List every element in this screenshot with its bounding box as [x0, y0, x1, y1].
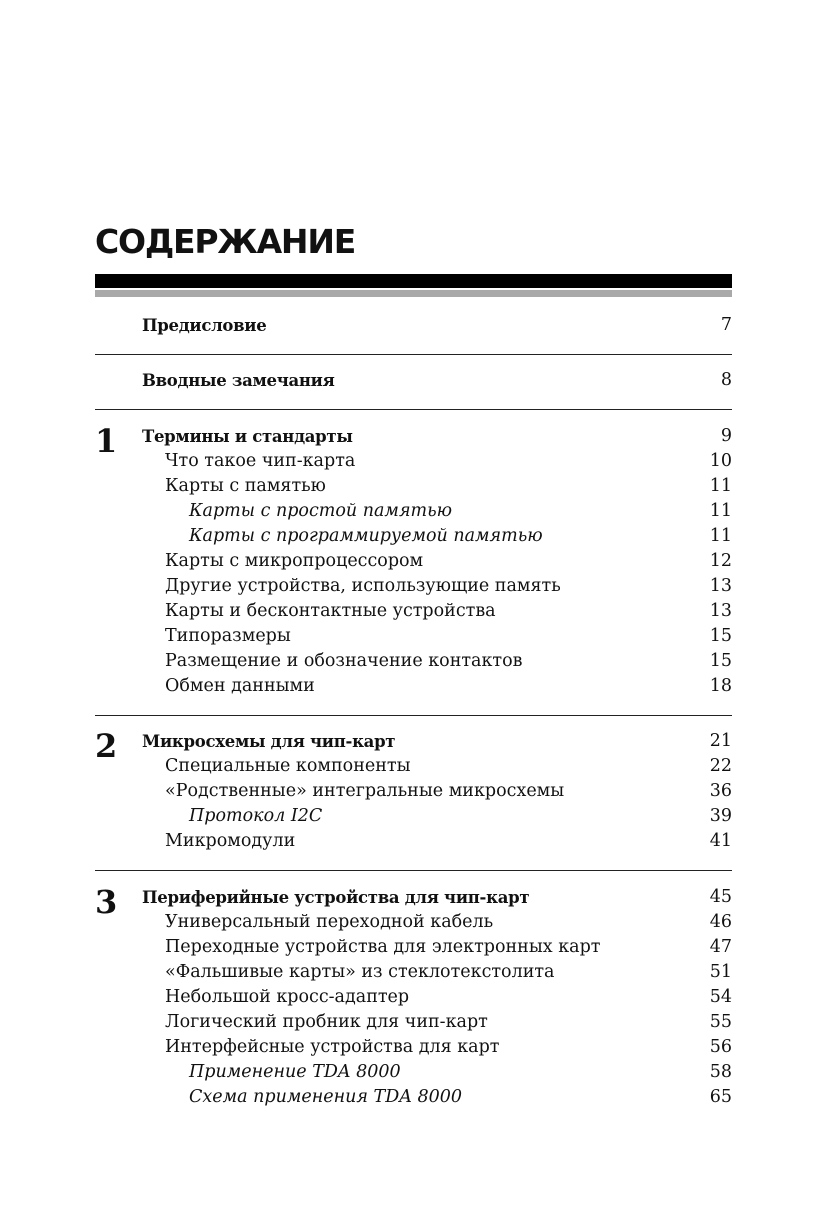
toc-entry-page: 11 [709, 526, 732, 546]
toc-entry-label: Протокол I2C [189, 806, 323, 826]
toc-entry-page: 9 [720, 426, 732, 446]
toc-entry-label: Интерфейсные устройства для карт [165, 1037, 500, 1057]
toc-entry-label: Карты с простой памятью [189, 501, 453, 521]
toc-entry[interactable] [95, 649, 732, 674]
toc-subentry[interactable] [95, 1085, 732, 1110]
chapter-number: 3 [95, 883, 118, 921]
toc-entry-page: 11 [709, 501, 732, 521]
toc-entry-label: Микромодули [165, 831, 296, 851]
toc-entry-page: 46 [709, 912, 732, 932]
toc-entry[interactable] [95, 574, 732, 599]
toc-entry[interactable] [95, 935, 732, 960]
section-divider [95, 870, 732, 871]
toc-entry-label: Карты с программируемой памятью [189, 526, 543, 546]
toc-chapter-title[interactable] [95, 424, 732, 449]
toc-subentry[interactable] [95, 1060, 732, 1085]
toc-entry-label: «Фальшивые карты» из стеклотекстолита [165, 962, 555, 982]
toc-entry-label: Термины и стандарты [142, 427, 353, 446]
toc-entry[interactable] [95, 549, 732, 574]
toc-entry[interactable] [95, 474, 732, 499]
toc-entry-label: Обмен данными [165, 676, 315, 696]
toc-entry-page: 55 [709, 1012, 732, 1032]
chapter-number: 1 [95, 422, 118, 460]
toc-entry-label: Микросхемы для чип-карт [142, 732, 396, 751]
toc-entry[interactable] [95, 674, 732, 699]
toc-entry-label: Применение TDA 8000 [189, 1062, 401, 1082]
toc-entry-label: Типоразмеры [165, 626, 291, 646]
toc-entry[interactable] [95, 779, 732, 804]
toc-entry-label: Другие устройства, использующие память [165, 576, 561, 596]
toc-entry-page: 45 [709, 887, 732, 907]
toc-entry-page: 15 [709, 651, 732, 671]
toc-entry-page: 51 [709, 962, 732, 982]
toc-entry-page: 8 [720, 370, 732, 390]
toc-entry-page: 13 [709, 601, 732, 621]
toc-entry-label: «Родственные» интегральные микросхемы [165, 781, 565, 801]
toc-entry-label: Предисловие [142, 316, 267, 335]
toc-page [95, 0, 732, 1211]
toc-entry-page: 41 [709, 831, 732, 851]
toc-entry-label: Специальные компоненты [165, 756, 411, 776]
toc-entry[interactable] [95, 1010, 732, 1035]
toc-entry[interactable] [95, 599, 732, 624]
toc-entry[interactable] [95, 960, 732, 985]
toc-entry-label: Карты и бесконтактные устройства [165, 601, 496, 621]
toc-entry-label: Периферийные устройства для чип-карт [142, 888, 530, 907]
toc-entry-label: Схема применения TDA 8000 [189, 1087, 463, 1107]
toc-entry-page: 11 [709, 476, 732, 496]
toc-entry[interactable] [95, 754, 732, 779]
toc-entry-page: 47 [709, 937, 732, 957]
toc-entry-label: Универсальный переходной кабель [165, 912, 494, 932]
toc-entry[interactable] [95, 829, 732, 854]
toc-chapter-title[interactable] [95, 885, 732, 910]
toc-entry-page: 56 [709, 1037, 732, 1057]
toc-entry-label: Карты с памятью [165, 476, 326, 496]
toc-entry-intro[interactable] [95, 368, 732, 393]
title-rule-gray [95, 290, 732, 297]
toc-entry-page: 58 [709, 1062, 732, 1082]
toc-entry-label: Размещение и обозначение контактов [165, 651, 523, 671]
toc-entry-page: 10 [709, 451, 732, 471]
toc-entry[interactable] [95, 1035, 732, 1060]
title-rule-black [95, 274, 732, 288]
toc-entry-page: 15 [709, 626, 732, 646]
toc-entry-page: 22 [709, 756, 732, 776]
page-title: СОДЕРЖАНИЕ [95, 222, 356, 261]
chapter-number: 2 [95, 727, 118, 765]
toc-entry-page: 7 [720, 315, 732, 335]
toc-entry-page: 65 [709, 1087, 732, 1107]
toc-entry-label: Логический пробник для чип-карт [165, 1012, 488, 1032]
toc-entry-preface[interactable] [95, 313, 732, 338]
toc-entry-label: Переходные устройства для электронных карт [165, 937, 601, 957]
toc-entry-page: 39 [709, 806, 732, 826]
toc-entry-label: Карты с микропроцессором [165, 551, 424, 571]
toc-chapter-title[interactable] [95, 729, 732, 754]
toc-entry[interactable] [95, 910, 732, 935]
section-divider [95, 715, 732, 716]
section-divider [95, 354, 732, 355]
toc-entry-label: Что такое чип-карта [165, 451, 356, 471]
toc-entry-page: 21 [709, 731, 732, 751]
toc-entry[interactable] [95, 624, 732, 649]
toc-entry-page: 54 [709, 987, 732, 1007]
section-divider [95, 409, 732, 410]
toc-entry-page: 12 [709, 551, 732, 571]
toc-entry-label: Небольшой кросс-адаптер [165, 987, 410, 1007]
toc-entry[interactable] [95, 985, 732, 1010]
toc-subentry[interactable] [95, 499, 732, 524]
toc-entry-label: Вводные замечания [142, 371, 335, 390]
toc-entry-page: 13 [709, 576, 732, 596]
toc-entry-page: 36 [709, 781, 732, 801]
toc-entry-page: 18 [709, 676, 732, 696]
toc-subentry[interactable] [95, 524, 732, 549]
toc-entry[interactable] [95, 449, 732, 474]
toc-subentry[interactable] [95, 804, 732, 829]
